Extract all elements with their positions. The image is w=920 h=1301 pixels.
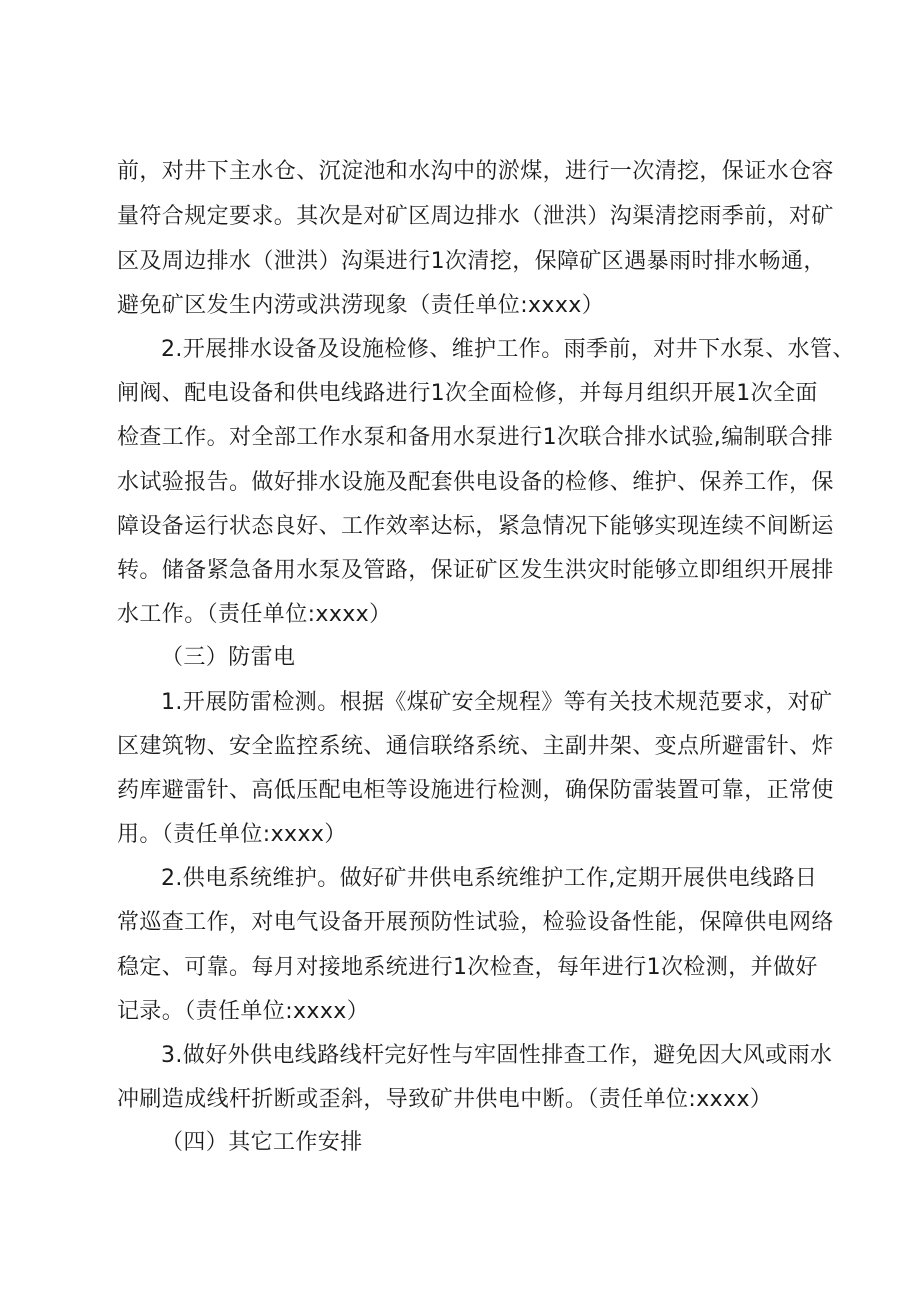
section-heading: （三）防雷电 [161, 645, 296, 670]
body-text-line: 水工作。（责任单位:xxxx） [117, 602, 392, 627]
body-text-line: 记录。（责任单位:xxxx） [117, 999, 370, 1024]
body-text-line: 常巡查工作，对电气设备开展预防性试验，检验设备性能，保障供电网络 [117, 910, 834, 935]
body-text-line: 药库避雷针、高低压配电柜等设施进行检测，确保防雷装置可靠，正常使 [117, 778, 834, 803]
list-item-text: 2.开展排水设备及设施检修、维护工作。雨季前，对井下水泵、水管、 [161, 337, 855, 362]
body-text-line: 检查工作。对全部工作水泵和备用水泵进行1次联合排水试验,编制联合排 [117, 425, 834, 450]
list-item-text: 2.供电系统维护。做好矿井供电系统维护工作,定期开展供电线路日 [161, 866, 818, 891]
section-heading: （四）其它工作安排 [161, 1130, 363, 1155]
body-text-line: 冲刷造成线杆折断或歪斜，导致矿井供电中断。（责任单位:xxxx） [117, 1087, 773, 1112]
body-text-line: 前，对井下主水仓、沉淀池和水沟中的淤煤，进行一次清挖，保证水仓容 [117, 159, 834, 184]
body-text-line: 闸阀、配电设备和供电线路进行1次全面检修，并每月组织开展1次全面 [117, 381, 818, 406]
list-item-text: 1.开展防雷检测。根据《煤矿安全规程》等有关技术规范要求，对矿 [161, 690, 833, 715]
body-text-line: 用。（责任单位:xxxx） [117, 822, 347, 847]
body-text-line: 障设备运行状态良好、工作效率达标，紧急情况下能够实现连续不间断运 [117, 514, 834, 539]
body-text-line: 避免矿区发生内涝或洪涝现象（责任单位:xxxx） [117, 293, 605, 318]
body-text-line: 水试验报告。做好排水设施及配套供电设备的检修、维护、保养工作，保 [117, 470, 834, 495]
body-text-line: 区建筑物、安全监控系统、通信联络系统、主副井架、变点所避雷针、炸 [117, 734, 834, 759]
body-text-line: 区及周边排水（泄洪）沟渠进行1次清挖，保障矿区遇暴雨时排水畅通， [117, 249, 826, 274]
body-text-line: 稳定、可靠。每月对接地系统进行1次检查，每年进行1次检测，并做好 [117, 955, 818, 980]
body-text-line: 量符合规定要求。其次是对矿区周边排水（泄洪）沟渠清挖雨季前，对矿 [117, 204, 834, 229]
body-text-line: 转。储备紧急备用水泵及管路，保证矿区发生洪灾时能够立即组织开展排 [117, 558, 834, 583]
list-item-text: 3.做好外供电线路线杆完好性与牢固性排查工作，避免因大风或雨水 [161, 1043, 833, 1068]
